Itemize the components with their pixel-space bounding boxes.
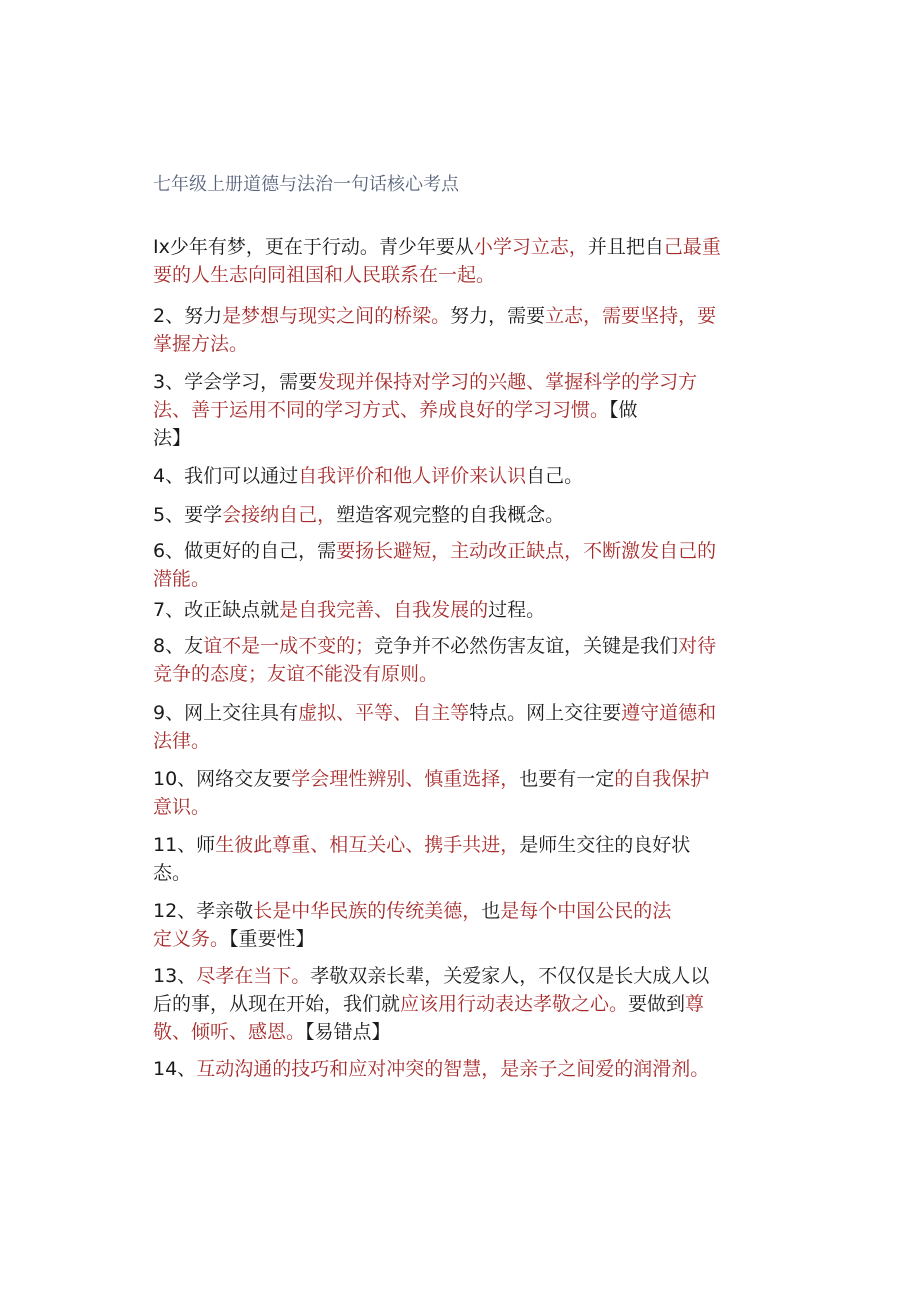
highlighted-text: 掌握方法。: [153, 333, 249, 355]
key-point-3: [153, 368, 697, 452]
key-point-line: [153, 1018, 709, 1046]
key-point-line: [153, 368, 697, 396]
highlighted-text: 潜能。: [153, 568, 211, 590]
key-point-6: [153, 537, 716, 593]
highlighted-text: 意识。: [153, 796, 211, 818]
highlighted-text: 尽孝在当下。: [196, 965, 311, 987]
key-point-line: [153, 302, 716, 330]
key-point-line: [153, 831, 690, 859]
body-text: 后的事，从现在开始，我们就: [153, 993, 401, 1015]
key-point-10: [153, 765, 709, 821]
key-point-line: [153, 596, 545, 624]
key-point-line: [153, 925, 671, 953]
body-text: 是师生交往的良好状: [519, 834, 691, 856]
key-point-4: [153, 462, 583, 490]
highlighted-text: 生彼此尊重、相互关心、携手共进，: [215, 834, 520, 856]
body-text: 努力，需要: [450, 305, 546, 327]
highlighted-text: 竞争的态度；友谊不能没有原则。: [153, 663, 439, 685]
highlighted-text: 是自我完善、自我发展的: [279, 599, 489, 621]
key-point-line: [153, 396, 697, 424]
body-text: Ix少年有梦，更在于行动。青少年要从: [153, 236, 474, 258]
highlighted-text: 学会理性辨别、慎重选择，: [291, 768, 520, 790]
highlighted-text: 互动沟通的技巧和应对冲突的智慧，是亲子之间爱的润滑剂。: [196, 1058, 710, 1080]
body-text: 13、: [153, 965, 197, 987]
key-point-line: [153, 699, 716, 727]
highlighted-text: 己最重: [663, 236, 721, 258]
key-point-7: [153, 596, 545, 624]
highlighted-text: 自我评价和他人评价来认识: [298, 465, 527, 487]
highlighted-text: 遵守道德和: [621, 702, 717, 724]
key-point-line: [153, 765, 709, 793]
key-point-13: [153, 962, 709, 1046]
body-text: 也要有一定: [519, 768, 615, 790]
key-point-line: [153, 859, 690, 887]
key-point-line: [153, 565, 716, 593]
body-text: 并且把自: [587, 236, 664, 258]
key-point-14: [153, 1055, 709, 1083]
highlighted-text: 立志，需要坚持，要: [545, 305, 717, 327]
body-text: 【做: [609, 399, 638, 421]
highlighted-text: 应该用行动表达孝敬之心。: [400, 993, 629, 1015]
highlighted-text: 谊不是一成不变的；: [203, 635, 375, 657]
key-point-5: [153, 501, 564, 529]
body-text: 法】: [153, 427, 192, 449]
key-point-line: [153, 632, 716, 660]
body-text: 自己。: [526, 465, 584, 487]
highlighted-text: 是梦想与现实之间的桥梁。: [222, 305, 451, 327]
highlighted-text: 定义务。: [153, 928, 230, 950]
key-point-line: [153, 261, 721, 289]
highlighted-text: 发现并保持对学习的兴趣、掌握科学的学习方: [317, 371, 698, 393]
key-point-line: [153, 990, 709, 1018]
body-text: 8、友: [153, 635, 204, 657]
key-point-line: [153, 462, 583, 490]
body-text: 6、做更好的自己，需: [153, 540, 337, 562]
body-text: 过程。: [488, 599, 546, 621]
key-point-1: [153, 233, 721, 289]
body-text: 9、网上交往具有: [153, 702, 299, 724]
highlighted-text: 长是中华民族的传统美德，: [253, 900, 482, 922]
body-text: 11、师: [153, 834, 216, 856]
key-point-line: [153, 897, 671, 925]
key-point-line: [153, 501, 564, 529]
highlighted-text: 的自我保护: [614, 768, 710, 790]
key-point-line: [153, 727, 716, 755]
key-point-line: [153, 330, 716, 358]
body-text: 孝敬双亲长辈，关爱家人，不仅仅是长大成人以: [310, 965, 710, 987]
body-text: 态。: [153, 862, 192, 884]
body-text: 【重要性】: [229, 928, 315, 950]
body-text: 14、: [153, 1058, 197, 1080]
key-point-8: [153, 632, 716, 688]
body-text: 4、我们可以通过: [153, 465, 299, 487]
key-point-line: [153, 233, 721, 261]
body-text: 塑造客观完整的自我概念。: [336, 504, 565, 526]
key-point-line: [153, 962, 709, 990]
key-point-9: [153, 699, 716, 755]
body-text: 10、网络交友要: [153, 768, 292, 790]
page-title: 七年级上册道德与法治一句话核心考点: [153, 174, 459, 195]
body-text: 5、要学: [153, 504, 223, 526]
key-point-line: [153, 660, 716, 688]
highlighted-text: 小学习立志，: [473, 236, 588, 258]
key-point-line: [153, 424, 697, 452]
body-text: 2、努力: [153, 305, 223, 327]
highlighted-text: 法律。: [153, 730, 211, 752]
highlighted-text: 是每个中国公民的法: [500, 900, 672, 922]
key-point-line: [153, 1055, 709, 1083]
highlighted-text: 要的人生志向同祖国和人民联系在一起。: [153, 264, 496, 286]
key-point-line: [153, 537, 716, 565]
key-point-11: [153, 831, 690, 887]
body-text: 12、孝亲敬: [153, 900, 254, 922]
body-text: 要做到: [628, 993, 686, 1015]
body-text: 【易错点】: [305, 1021, 391, 1043]
key-point-2: [153, 302, 716, 358]
body-text: 特点。网上交往要: [469, 702, 622, 724]
body-text: 也: [481, 900, 501, 922]
highlighted-text: 要扬长避短，主动改正缺点，不断激发自己的: [336, 540, 717, 562]
highlighted-text: 尊: [685, 993, 705, 1015]
key-point-line: [153, 793, 709, 821]
body-text: 7、改正缺点就: [153, 599, 280, 621]
key-point-12: [153, 897, 671, 953]
highlighted-text: 会接纳自己，: [222, 504, 337, 526]
highlighted-text: 虚拟、平等、自主等: [298, 702, 470, 724]
highlighted-text: 法、善于运用不同的学习方式、养成良好的学习习惯。: [153, 399, 610, 421]
body-text: 竞争并不必然伤害友谊，关键是我们: [374, 635, 679, 657]
body-text: 3、学会学习，需要: [153, 371, 318, 393]
highlighted-text: 敬、倾听、感恩。: [153, 1021, 306, 1043]
highlighted-text: 对待: [678, 635, 717, 657]
